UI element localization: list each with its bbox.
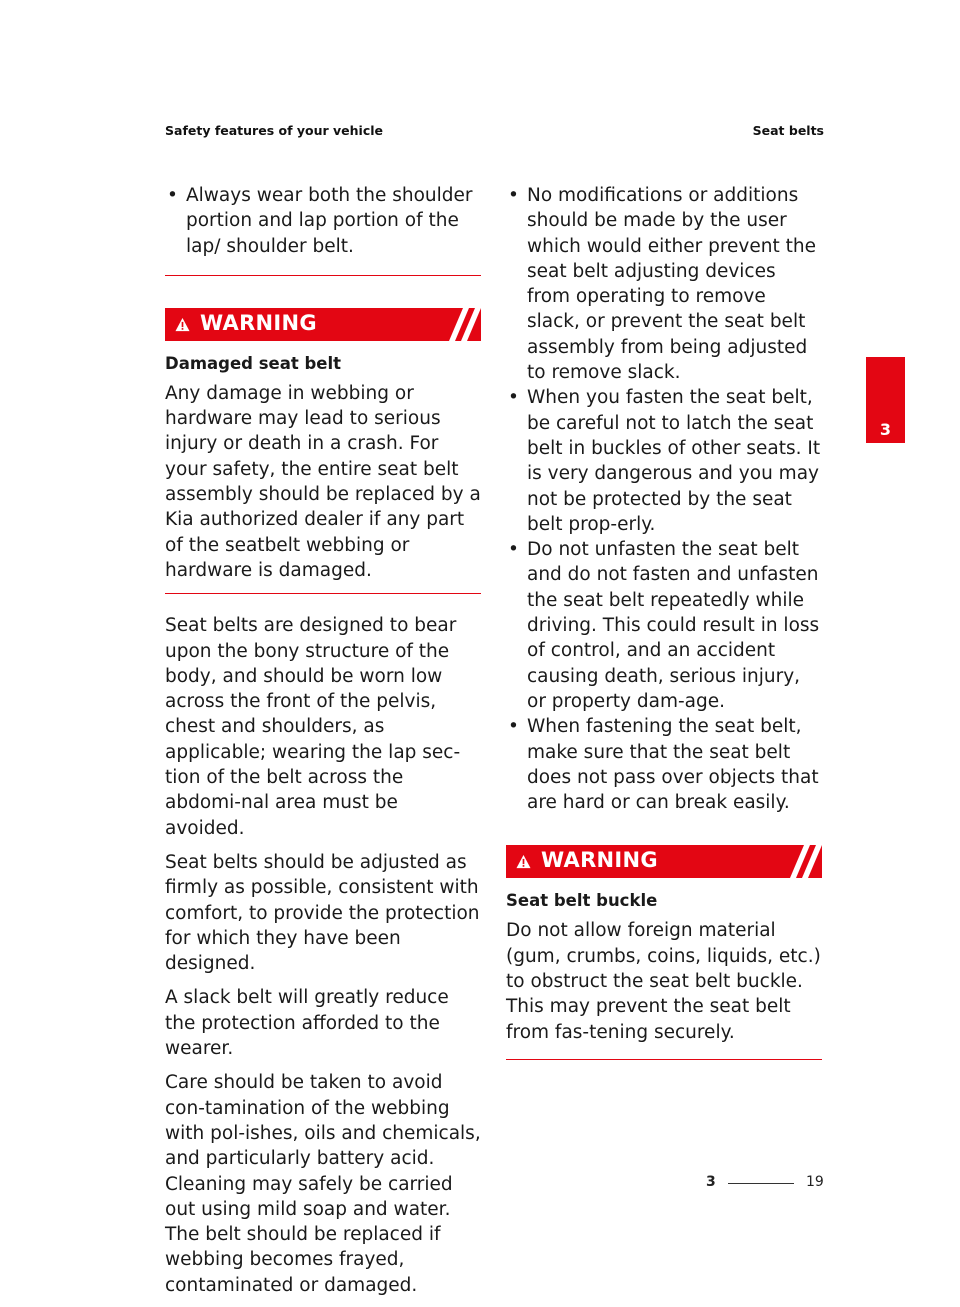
- warning-triangle-icon: [175, 317, 190, 332]
- warning-box-buckle: [506, 845, 822, 1044]
- left-column: [165, 183, 481, 1307]
- bullet-icon: •: [508, 539, 519, 561]
- warning-banner: [165, 308, 481, 341]
- bullet-icon: •: [508, 387, 519, 409]
- paragraph: A slack belt will greatly reduce the protection afforded to the wearer.: [165, 987, 449, 1060]
- list-item: [506, 714, 822, 815]
- paragraph: Care should be taken to avoid con-tamination of the webbing with pol-ishes, oils and chemicals, and particularly battery acid. Cleaning may safely be carried out using mild soap and water. The belt should be replaced if webbing becomes frayed, contaminated or damaged.: [165, 1072, 481, 1296]
- footer-divider: [728, 1183, 794, 1184]
- bullet-text: When fastening the seat belt, make sure that the seat belt does not pass over objects that are hard or can break easily.: [527, 716, 819, 814]
- warning-title: Seat belt buckle: [506, 891, 658, 911]
- bullet-text: Do not unfasten the seat belt and do not fasten and unfasten the seat belt repeatedly while driving. This could result in loss of control, and an accident causing death, serious injury, or property dam-age.: [527, 539, 820, 712]
- list-item: [506, 537, 822, 714]
- bullet-text: Always wear both the shoulder portion and lap portion of the lap/ shoulder belt.: [186, 185, 473, 257]
- right-column: [506, 183, 822, 1060]
- bullet-icon: •: [508, 716, 519, 738]
- running-header-section: Safety features of your vehicle: [165, 123, 383, 138]
- page-number: 19: [806, 1174, 824, 1190]
- warning-triangle-icon: [516, 854, 531, 869]
- chapter-tab-number: 3: [879, 420, 892, 439]
- section-divider: [165, 275, 481, 276]
- warning-label: WARNING: [200, 310, 317, 335]
- bullet-icon: •: [167, 185, 178, 206]
- list-item: [506, 183, 822, 385]
- warning-body: Any damage in webbing or hardware may lead to serious injury or death in a crash. For your safety, the entire seat belt assembly should be replaced by a Kia authorized dealer if any part of the seatbelt webbing or hardware is damaged.: [165, 382, 481, 581]
- body-text-block: [165, 613, 481, 1298]
- list-item: [506, 385, 822, 537]
- paragraph: Seat belts are designed to bear upon the bony structure of the body, and should be worn low across the front of the pelvis, chest and shoulders, as applicable; wearing the lap sec-tion of the belt across the abdomi-nal area must be avoided.: [165, 615, 461, 839]
- running-header-topic: Seat belts: [752, 123, 824, 138]
- stripes-decoration-icon: [770, 845, 822, 878]
- bullet-text: No modifications or additions should be made by the user which would either prevent the seat belt adjusting devices from operating to remove slack, or prevent the seat belt assembly from being adjusted to remove slack.: [527, 185, 816, 384]
- footer-chapter-number: 3: [706, 1174, 716, 1190]
- warning-body: Do not allow foreign material (gum, crumbs, coins, liquids, etc.) to obstruct the seat belt buckle. This may prevent the seat belt from fas-tening securely.: [506, 920, 821, 1043]
- chapter-tab: [866, 357, 905, 443]
- list-item: [165, 183, 481, 259]
- bullet-icon: •: [508, 185, 519, 206]
- warning-label: WARNING: [541, 848, 658, 873]
- warning-box-damaged-belt: [165, 308, 481, 583]
- stripes-decoration-icon: [429, 308, 481, 341]
- paragraph: Seat belts should be adjusted as firmly as possible, consistent with comfort, to provide the protection for which they have been designed.: [165, 851, 480, 975]
- warning-title: Damaged seat belt: [165, 353, 342, 373]
- warning-banner: [506, 845, 822, 878]
- bullet-text: When you fasten the seat belt, be careful not to latch the seat belt in buckles of other seats. It is very dangerous and you may not be protected by the seat belt prop-erly.: [527, 387, 821, 535]
- section-divider: [506, 1059, 822, 1060]
- section-divider: [165, 593, 481, 594]
- right-bullet-list: [506, 183, 822, 815]
- left-bullet-list: [165, 183, 481, 259]
